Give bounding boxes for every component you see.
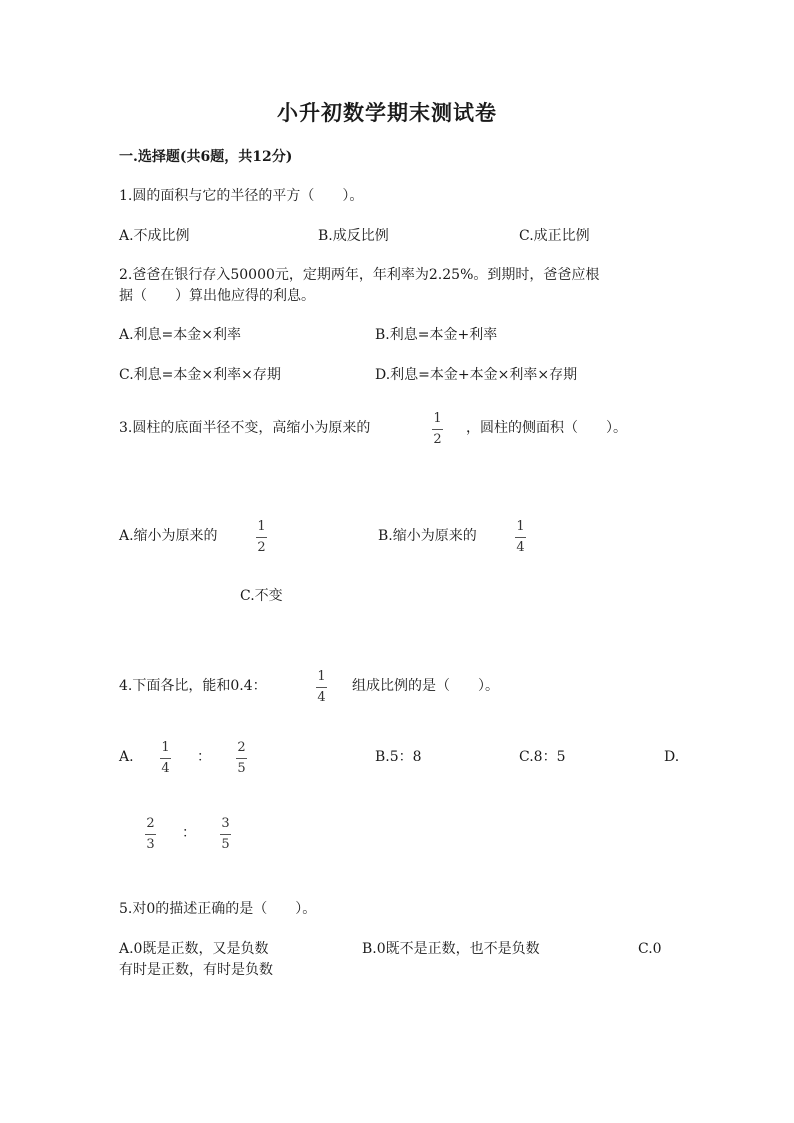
q3-stem-fraction xyxy=(432,412,443,447)
q1-option-b[interactable]: B.成反比例 xyxy=(318,228,389,244)
q4-option-a-colon: ： xyxy=(197,749,211,765)
fraction-denominator: 4 xyxy=(317,690,326,705)
q4-option-b[interactable]: B.5：8 xyxy=(375,749,422,765)
fraction-denominator: 5 xyxy=(221,837,230,852)
q4-option-d[interactable]: D. xyxy=(664,749,680,765)
fraction-numerator: 3 xyxy=(221,816,230,831)
fraction-numerator: 1 xyxy=(317,669,326,684)
q4-option-a[interactable]: A. xyxy=(119,749,134,765)
fraction-numerator: 2 xyxy=(237,740,246,755)
q1-stem: 1.圆的面积与它的半径的平方（ ）。 xyxy=(119,188,364,204)
fraction-denominator: 4 xyxy=(516,540,525,555)
q3-option-b[interactable]: B.缩小为原来的 xyxy=(378,528,477,544)
q3-option-b-fraction xyxy=(515,520,526,555)
q4-option-a-fraction-1 xyxy=(160,741,171,776)
q1-option-c[interactable]: C.成正比例 xyxy=(519,228,590,244)
q3-option-c[interactable]: C.不变 xyxy=(240,588,283,604)
q5-option-c-continued: 有时是正数，有时是负数 xyxy=(119,962,273,978)
fraction-denominator: 5 xyxy=(237,761,246,776)
q2-option-d[interactable]: D.利息=本金+本金×利率×存期 xyxy=(375,367,578,383)
fraction-bar xyxy=(236,758,247,759)
fraction-bar xyxy=(160,758,171,759)
fraction-bar xyxy=(432,429,443,430)
q3-stem-post: ，圆柱的侧面积（ ）。 xyxy=(466,420,627,436)
q5-option-c[interactable]: C.0 xyxy=(638,941,662,957)
page-title: 小升初数学期末测试卷 xyxy=(277,100,497,125)
q2-option-a[interactable]: A.利息=本金×利率 xyxy=(119,327,242,343)
fraction-numerator: 1 xyxy=(516,519,525,534)
fraction-numerator: 1 xyxy=(433,411,442,426)
q2-option-c[interactable]: C.利息=本金×利率×存期 xyxy=(119,367,281,383)
q5-stem: 5.对0的描述正确的是（ ）。 xyxy=(119,901,317,917)
fraction-bar xyxy=(515,537,526,538)
q1-option-a[interactable]: A.不成比例 xyxy=(119,228,190,244)
q4-option-d-fraction-2 xyxy=(220,817,231,852)
q4-option-d-fraction-1 xyxy=(145,817,156,852)
q3-option-a-fraction xyxy=(256,520,267,555)
q2-stem-line2: 据（ ）算出他应得的利息。 xyxy=(119,288,315,304)
section-heading: 一.选择题(共6题，共12分) xyxy=(119,149,293,165)
q4-stem-fraction xyxy=(316,670,327,705)
q4-option-d-colon: ： xyxy=(182,825,196,841)
fraction-denominator: 4 xyxy=(161,761,170,776)
q4-option-a-fraction-2 xyxy=(236,741,247,776)
q5-option-a[interactable]: A.0既是正数，又是负数 xyxy=(119,941,269,957)
fraction-denominator: 3 xyxy=(146,837,155,852)
fraction-bar xyxy=(316,687,327,688)
q4-stem-pre: 4.下面各比，能和0.4： xyxy=(119,678,267,694)
fraction-bar xyxy=(256,537,267,538)
q4-option-c[interactable]: C.8：5 xyxy=(519,749,566,765)
q3-stem-pre: 3.圆柱的底面半径不变，高缩小为原来的 xyxy=(119,420,371,436)
fraction-denominator: 2 xyxy=(433,432,442,447)
fraction-bar xyxy=(145,834,156,835)
q4-stem-post: 组成比例的是（ ）。 xyxy=(352,678,499,694)
fraction-numerator: 2 xyxy=(146,816,155,831)
fraction-numerator: 1 xyxy=(257,519,266,534)
q2-option-b[interactable]: B.利息=本金+利率 xyxy=(375,327,498,343)
q2-stem-line1: 2.爸爸在银行存入50000元，定期两年，年利率为2.25%。到期时，爸爸应根 xyxy=(119,267,600,283)
q5-option-b[interactable]: B.0既不是正数，也不是负数 xyxy=(362,941,540,957)
fraction-denominator: 2 xyxy=(257,540,266,555)
fraction-bar xyxy=(220,834,231,835)
q3-option-a[interactable]: A.缩小为原来的 xyxy=(119,528,218,544)
fraction-numerator: 1 xyxy=(161,740,170,755)
